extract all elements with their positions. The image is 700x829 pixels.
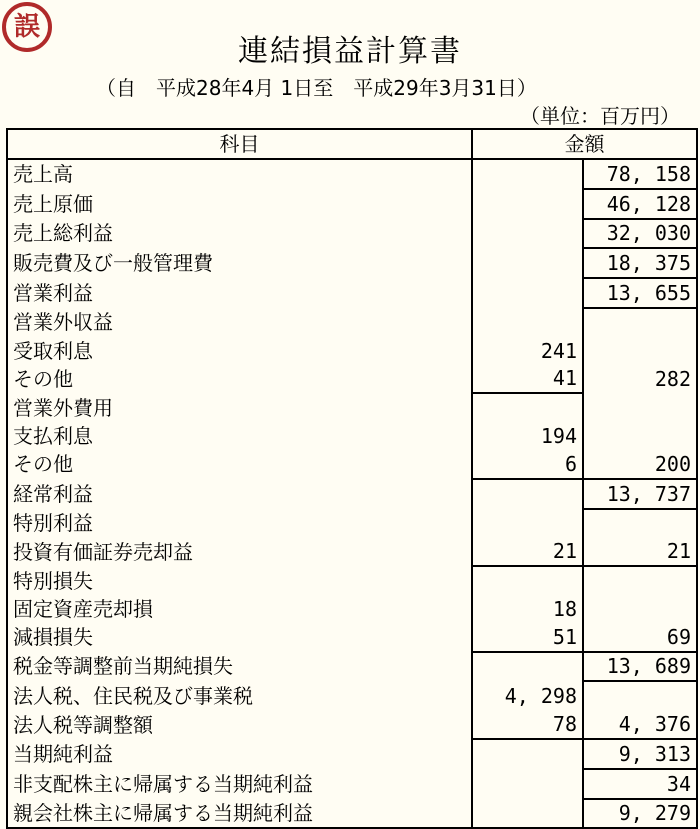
row-sub-amount (472, 278, 583, 308)
row-sub-amount (472, 393, 583, 422)
row-total-amount (583, 595, 697, 623)
row-sub-amount (472, 566, 583, 595)
row-label: その他 (7, 450, 472, 479)
table-row (7, 509, 697, 538)
row-label: 当期純利益 (7, 739, 472, 769)
table-row (7, 799, 697, 829)
row-total-amount: 78, 158 (583, 159, 697, 189)
row-label: 売上高 (7, 159, 472, 189)
row-sub-amount (472, 159, 583, 189)
row-label: 売上総利益 (7, 219, 472, 249)
table-row (7, 219, 697, 249)
row-label: 営業利益 (7, 278, 472, 308)
row-sub-amount (472, 248, 583, 278)
row-label: 非支配株主に帰属する当期純利益 (7, 769, 472, 799)
row-total-amount (583, 566, 697, 595)
row-label: 受取利息 (7, 337, 472, 365)
row-sub-amount: 41 (472, 365, 583, 394)
row-sub-amount: 241 (472, 337, 583, 365)
row-total-amount (583, 422, 697, 450)
row-sub-amount: 78 (472, 710, 583, 739)
error-seal-icon: 誤 (2, 2, 52, 52)
row-total-amount: 9, 279 (583, 799, 697, 829)
column-header-item: 科目 (7, 129, 472, 159)
row-sub-amount (472, 652, 583, 682)
row-total-amount: 13, 655 (583, 278, 697, 308)
income-statement-table (6, 128, 698, 829)
row-label: 特別損失 (7, 566, 472, 595)
row-label: 法人税、住民税及び事業税 (7, 681, 472, 710)
row-label: その他 (7, 365, 472, 394)
fiscal-period: （自 平成28年4月 1日至 平成29年3月31日） (96, 76, 537, 100)
table-row (7, 365, 697, 394)
table-row (7, 566, 697, 595)
page-title: 連結損益計算書 (238, 34, 462, 69)
row-label: 経常利益 (7, 479, 472, 509)
row-sub-amount (472, 308, 583, 337)
row-total-amount: 46, 128 (583, 189, 697, 219)
row-label: 投資有価証券売却益 (7, 537, 472, 566)
row-sub-amount (472, 739, 583, 769)
row-total-amount: 21 (583, 537, 697, 566)
row-label: 売上原価 (7, 189, 472, 219)
row-sub-amount (472, 509, 583, 538)
row-total-amount (583, 509, 697, 538)
row-total-amount: 200 (583, 450, 697, 479)
row-total-amount: 9, 313 (583, 739, 697, 769)
row-total-amount: 282 (583, 365, 697, 394)
row-sub-amount: 18 (472, 595, 583, 623)
row-total-amount: 34 (583, 769, 697, 799)
row-sub-amount (472, 799, 583, 829)
row-sub-amount: 194 (472, 422, 583, 450)
row-total-amount: 32, 030 (583, 219, 697, 249)
table-row (7, 422, 697, 450)
row-total-amount: 13, 737 (583, 479, 697, 509)
table-row (7, 595, 697, 623)
row-label: 営業外費用 (7, 393, 472, 422)
table-row (7, 189, 697, 219)
row-total-amount: 4, 376 (583, 710, 697, 739)
row-label: 営業外収益 (7, 308, 472, 337)
table-row (7, 739, 697, 769)
table-row (7, 159, 697, 189)
row-label: 法人税等調整額 (7, 710, 472, 739)
table-row (7, 623, 697, 652)
table-row (7, 710, 697, 739)
row-label: 販売費及び一般管理費 (7, 248, 472, 278)
table-row (7, 450, 697, 479)
table-row (7, 278, 697, 308)
row-total-amount (583, 393, 697, 422)
table-row (7, 479, 697, 509)
table-row (7, 248, 697, 278)
row-sub-amount (472, 219, 583, 249)
row-total-amount: 69 (583, 623, 697, 652)
row-label: 税金等調整前当期純損失 (7, 652, 472, 682)
row-total-amount: 18, 375 (583, 248, 697, 278)
row-sub-amount: 21 (472, 537, 583, 566)
row-sub-amount: 51 (472, 623, 583, 652)
row-total-amount (583, 308, 697, 337)
table-row (7, 652, 697, 682)
row-label: 減損損失 (7, 623, 472, 652)
table-row (7, 769, 697, 799)
table-row (7, 393, 697, 422)
column-header-amount: 金額 (472, 129, 697, 159)
table-row (7, 537, 697, 566)
row-label: 支払利息 (7, 422, 472, 450)
table-header-row (7, 129, 697, 159)
row-sub-amount (472, 479, 583, 509)
row-sub-amount (472, 769, 583, 799)
row-label: 固定資産売却損 (7, 595, 472, 623)
table-row (7, 681, 697, 710)
row-sub-amount: 6 (472, 450, 583, 479)
row-label: 特別利益 (7, 509, 472, 538)
row-total-amount (583, 337, 697, 365)
row-sub-amount (472, 189, 583, 219)
table-row (7, 337, 697, 365)
table-row (7, 308, 697, 337)
unit-label: （単位：百万円） (520, 104, 680, 128)
row-label: 親会社株主に帰属する当期純利益 (7, 799, 472, 829)
row-total-amount (583, 681, 697, 710)
row-total-amount: 13, 689 (583, 652, 697, 682)
row-sub-amount: 4, 298 (472, 681, 583, 710)
